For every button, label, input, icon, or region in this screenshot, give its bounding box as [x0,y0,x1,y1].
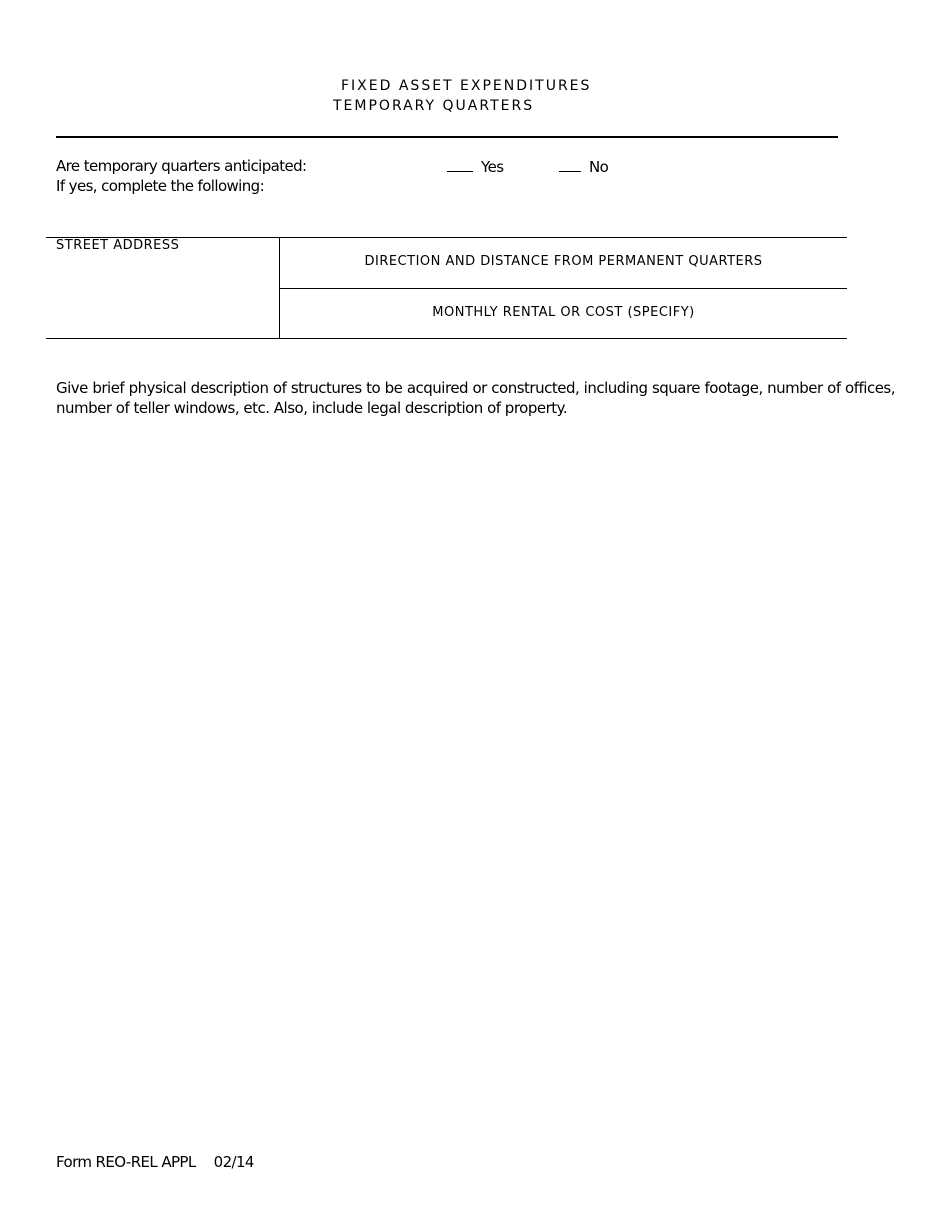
form-title: FIXED ASSET EXPENDITURES [341,78,592,94]
yes-blank[interactable] [447,157,473,172]
table-column-divider [279,237,280,339]
form-footer [56,1153,254,1171]
monthly-rental-field[interactable]: MONTHLY RENTAL OR COST (SPECIFY) [432,305,695,320]
table-bottom-border [46,338,847,339]
question-label: Are temporary quarters anticipated: [56,157,307,175]
header-divider [56,136,838,138]
form-id: Form REO-REL APPL [56,1153,196,1171]
question-instruction: If yes, complete the following: [56,177,265,195]
form-date: 02/14 [213,1153,254,1171]
table-mid-border [279,288,847,289]
form-subtitle: TEMPORARY QUARTERS [333,98,535,114]
street-address-field[interactable]: STREET ADDRESS [56,238,180,253]
no-option[interactable] [559,157,608,176]
yes-label: Yes [481,158,504,176]
description-prompt: Give brief physical description of structures to be acquired or constructed, including square footage, number of offices, number of teller windows, etc. Also, include legal description of property. [56,379,895,417]
no-label: No [589,158,609,176]
no-blank[interactable] [559,157,581,172]
yes-option[interactable] [447,157,503,176]
direction-distance-field[interactable]: DIRECTION AND DISTANCE FROM PERMANENT QUARTERS [364,254,763,269]
